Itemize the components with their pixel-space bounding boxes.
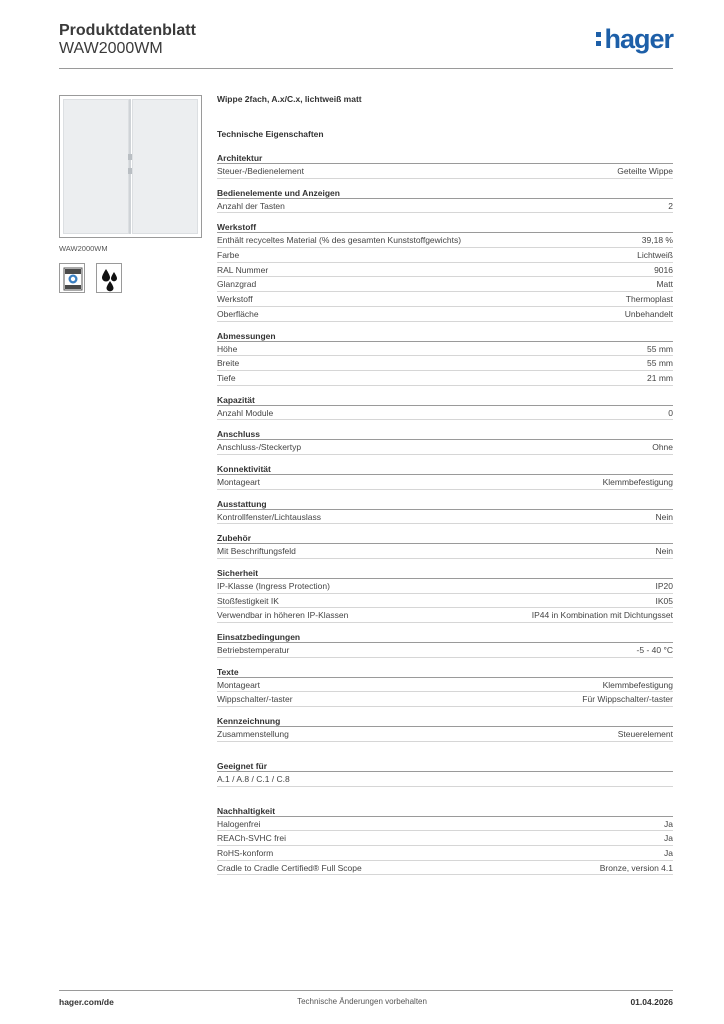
spec-value: Geteilte Wippe	[617, 166, 673, 176]
spec-value: 55 mm	[647, 343, 673, 354]
spec-row	[217, 579, 673, 594]
spec-label: Farbe	[217, 250, 240, 261]
spec-row	[217, 510, 673, 525]
spec-label: RoHS-konform	[217, 847, 274, 858]
spec-label: Verwendbar in höheren IP-Klassen	[217, 610, 349, 621]
document-subtitle: WAW2000WM	[59, 40, 163, 57]
spec-row	[217, 199, 673, 214]
spec-row	[217, 440, 673, 455]
product-image	[59, 95, 202, 238]
spec-row	[217, 307, 673, 322]
spec-label: Breite	[217, 358, 240, 369]
spec-row	[217, 544, 673, 559]
spec-row	[217, 727, 673, 742]
spec-value: Ja	[664, 833, 673, 844]
droplets-icon	[96, 263, 122, 293]
product-image-caption: WAW2000WM	[59, 244, 108, 253]
spec-row	[217, 861, 673, 876]
spec-row	[217, 248, 673, 263]
section-title: Bedienelemente und Anzeigen	[217, 187, 673, 199]
spec-row	[217, 846, 673, 861]
section-title: Einsatzbedingungen	[217, 631, 673, 643]
spec-value: Ohne	[652, 442, 673, 453]
spec-label: Anzahl Module	[217, 407, 274, 418]
logo-dots-icon	[596, 28, 601, 50]
rocker-right	[132, 99, 198, 234]
spec-value: IP44 in Kombination mit Dichtungsset	[531, 610, 673, 621]
spec-label: Anzahl der Tasten	[217, 200, 285, 211]
spec-value: Klemmbefestigung	[602, 679, 673, 690]
spec-row	[217, 292, 673, 307]
cradle-to-cradle-icon	[59, 263, 85, 293]
spec-value: Lichtweiß	[637, 250, 673, 261]
spec-row	[217, 371, 673, 386]
section-title: Kapazität	[217, 394, 673, 406]
spec-value: -5 - 40 °C	[636, 645, 673, 656]
spec-label: Glanzgrad	[217, 279, 257, 290]
spec-row	[217, 342, 673, 357]
spec-row	[217, 406, 673, 421]
section-title: Konnektivität	[217, 463, 673, 475]
technical-properties-heading: Technische Eigenschaften	[217, 129, 324, 139]
spec-row	[217, 817, 673, 832]
spec-label: IP-Klasse (Ingress Protection)	[217, 581, 330, 591]
spec-value: Steuerelement	[617, 729, 673, 740]
page-header	[59, 22, 673, 68]
header-divider	[59, 68, 673, 69]
spec-value: 9016	[654, 264, 673, 275]
spec-sections	[217, 152, 673, 875]
spec-row	[217, 263, 673, 278]
spec-row	[217, 356, 673, 371]
spec-row	[217, 692, 673, 707]
section-title: Sicherheit	[217, 567, 673, 579]
footer-notice: Technische Änderungen vorbehalten	[297, 997, 427, 1006]
spec-value: IP20	[655, 581, 673, 591]
spec-value: 39,18 %	[641, 235, 673, 246]
spec-row	[217, 594, 673, 609]
spec-label: Kontrollfenster/Lichtauslass	[217, 511, 321, 522]
spec-value: 2	[668, 200, 673, 211]
spec-label: RAL Nummer	[217, 264, 269, 275]
spec-value: Matt	[656, 279, 673, 290]
spec-value: Ja	[664, 847, 673, 858]
spec-label: Montageart	[217, 476, 260, 487]
specification-content	[217, 93, 673, 875]
spec-label: Montageart	[217, 679, 260, 690]
spec-row	[217, 475, 673, 490]
spec-row	[217, 608, 673, 623]
spec-label: Enthält recyceltes Material (% des gesamten Kunststoffgewichts)	[217, 235, 462, 246]
product-name: Wippe 2fach, A.x/C.x, lichtweiß matt	[217, 94, 362, 104]
spec-value: IK05	[655, 595, 673, 606]
spec-label: Höhe	[217, 343, 238, 354]
spec-label: A.1 / A.8 / C.1 / C.8	[217, 773, 290, 784]
spec-label: REACh-SVHC frei	[217, 833, 286, 844]
spec-value: Unbehandelt	[624, 308, 673, 319]
spec-row	[217, 643, 673, 658]
logo-text: hager	[604, 24, 673, 54]
document-title: Produktdatenblatt	[59, 22, 196, 39]
section-title: Architektur	[217, 152, 673, 164]
section-title: Anschluss	[217, 428, 673, 440]
spec-label: Betriebstemperatur	[217, 645, 290, 656]
spec-label: Anschluss-/Steckertyp	[217, 442, 302, 453]
section-title: Zubehör	[217, 532, 673, 544]
spec-label: Mit Beschriftungsfeld	[217, 546, 296, 557]
spec-label: Steuer-/Bedienelement	[217, 166, 304, 176]
spec-row	[217, 772, 673, 787]
spec-row	[217, 277, 673, 292]
footer-website: hager.com/de	[59, 997, 114, 1007]
footer-date: 01.04.2026	[630, 997, 673, 1007]
spec-value: Nein	[655, 511, 673, 522]
rocker-notch	[128, 154, 132, 160]
spec-label: Stoßfestigkeit IK	[217, 595, 279, 606]
section-title: Kennzeichnung	[217, 715, 673, 727]
spec-label: Cradle to Cradle Certified® Full Scope	[217, 862, 362, 873]
spec-row	[217, 831, 673, 846]
section-title: Werkstoff	[217, 221, 673, 233]
spec-label: Oberfläche	[217, 308, 259, 319]
spec-value: 0	[668, 407, 673, 418]
spec-row	[217, 678, 673, 693]
spec-value: Klemmbefestigung	[602, 476, 673, 487]
section-title: Ausstattung	[217, 498, 673, 510]
section-title: Texte	[217, 666, 673, 678]
spec-row	[217, 164, 673, 179]
spec-label: Tiefe	[217, 372, 236, 383]
spec-value: Bronze, version 4.1	[599, 862, 673, 873]
spec-value: Ja	[664, 818, 673, 829]
rocker-left	[63, 99, 129, 234]
spec-value: Nein	[655, 546, 673, 557]
section-title: Abmessungen	[217, 330, 673, 342]
spec-value: Für Wippschalter/-taster	[582, 694, 673, 705]
spec-label: Wippschalter/-taster	[217, 694, 293, 705]
rocker-notch	[128, 168, 132, 174]
footer-divider	[59, 990, 673, 991]
hager-logo	[596, 26, 673, 56]
spec-value: 21 mm	[647, 372, 673, 383]
spec-row	[217, 233, 673, 248]
spec-label: Halogenfrei	[217, 818, 261, 829]
section-title: Geeignet für	[217, 760, 673, 772]
rocker-split	[129, 99, 131, 234]
spec-value: 55 mm	[647, 358, 673, 369]
section-title: Nachhaltigkeit	[217, 805, 673, 817]
spec-value: Thermoplast	[625, 294, 673, 305]
spec-label: Werkstoff	[217, 294, 253, 305]
spec-label: Zusammenstellung	[217, 729, 289, 740]
